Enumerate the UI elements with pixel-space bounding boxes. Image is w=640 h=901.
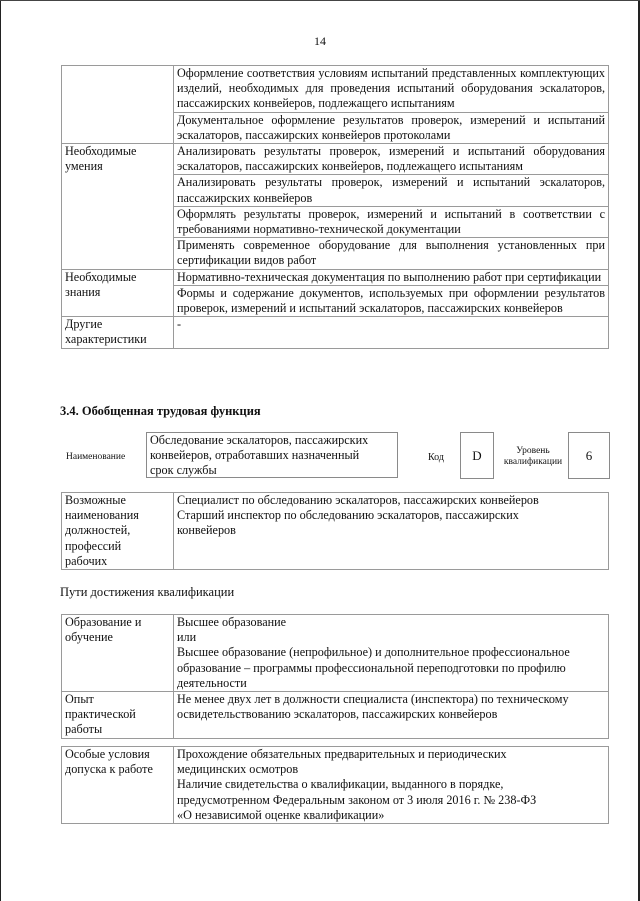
- table-row: [62, 747, 609, 824]
- row-label: [62, 66, 174, 144]
- label-line: практической: [65, 707, 136, 722]
- value-line: Специалист по обследованию эскалаторов, пассажирских конвейеров: [177, 493, 539, 507]
- level-label-line: квалификации: [503, 457, 563, 467]
- row-label-skills: Необходимые умения: [62, 144, 174, 270]
- function-name-line: Обследование эскалаторов, пассажирских: [150, 433, 369, 447]
- row-label-knowledge: Необходимые знания: [62, 269, 174, 317]
- function-name-box: [146, 432, 398, 478]
- value-line: Прохождение обязательных предварительных и периодических: [177, 747, 507, 761]
- name-label: Наименование: [66, 452, 126, 462]
- code-value-box: D: [460, 432, 494, 479]
- value-line: Высшее образование: [177, 615, 287, 629]
- table-cell: -: [174, 317, 609, 348]
- label-line: Особые условия: [65, 747, 150, 761]
- page-frame-left: [0, 0, 1, 901]
- positions-table: [61, 492, 609, 570]
- value-line: предусмотренном Федеральным законом от 3 июля 2016 г. № 238-ФЗ: [177, 792, 537, 807]
- row-label-other: Другие характеристики: [62, 317, 174, 348]
- table-row: [62, 269, 609, 285]
- table-row: [62, 144, 609, 175]
- qualification-table: [61, 614, 609, 739]
- admission-table: [61, 746, 609, 824]
- table-row: [62, 493, 609, 570]
- value-line: Не менее двух лет в должности специалиста (инспектора) по техническому: [177, 692, 569, 707]
- label-line: профессий: [65, 538, 122, 553]
- label-line: обучение: [65, 630, 113, 645]
- value-line: Высшее образование (непрофильное) и дополнительное профессиональное: [177, 645, 570, 660]
- experience-value: [174, 692, 609, 739]
- table-cell: Оформлять результаты проверок, измерений и испытаний в соответствии с требованиями нормативно-технической документации: [174, 206, 609, 237]
- education-label: [62, 615, 174, 692]
- table-cell: Формы и содержание документов, используемых при оформлении результатов проверок, измерений и испытаний эскалаторов, пассажирских конвейеров: [174, 285, 609, 316]
- table-row: [62, 692, 609, 739]
- value-line: освидетельствованию эскалаторов, пассажирских конвейеров: [177, 707, 498, 722]
- table-cell: Нормативно-техническая документация по выполнению работ при сертификации: [174, 269, 609, 285]
- section-title: 3.4. Обобщенная трудовая функция: [60, 404, 261, 418]
- label-line: допуска к работе: [65, 762, 153, 777]
- label-line: Возможные: [65, 493, 126, 507]
- value-line: деятельности: [177, 675, 247, 690]
- label-line: должностей,: [65, 523, 131, 538]
- table-cell: Анализировать результаты проверок, измерений и испытаний оборудования эскалаторов, пассажирских конвейеров, подлежащего испытаниям: [174, 144, 609, 175]
- value-line: «О независимой оценке квалификации»: [177, 807, 385, 822]
- label-line: наименования: [65, 508, 139, 523]
- admission-value: [174, 747, 609, 824]
- value-line: Наличие свидетельства о квалификации, выданного в порядке,: [177, 777, 504, 792]
- code-label: Код: [428, 452, 444, 463]
- label-line: работы: [65, 722, 103, 737]
- level-value-box: 6: [568, 432, 610, 479]
- level-label: [500, 446, 566, 468]
- value-line: медицинских осмотров: [177, 762, 299, 777]
- experience-label: [62, 692, 174, 739]
- table-cell: Анализировать результаты проверок, измерений и испытаний эскалаторов, пассажирских конвейеров: [174, 175, 609, 206]
- table-cell: Оформление соответствия условиям испытаний представленных комплектующих изделий, необходимых для проведения испытаний оборудования эскалаторов, пассажирских конвейеров, подлежащего испытаниям: [174, 66, 609, 113]
- function-name-line: срок службы: [150, 463, 217, 477]
- education-value: [174, 615, 609, 692]
- admission-label: [62, 747, 174, 824]
- function-name-line: конвейеров, отработавших назначенный: [150, 448, 360, 462]
- label-line: Образование и: [65, 615, 142, 629]
- positions-value: [174, 493, 609, 570]
- value-line: или: [177, 630, 197, 645]
- table-row: [62, 615, 609, 692]
- table-cell: Документальное оформление результатов проверок, измерений и испытаний эскалаторов, пассажирских конвейеров протоколами: [174, 112, 609, 143]
- label-line: Опыт: [65, 692, 94, 707]
- table-row: [62, 66, 609, 113]
- table-row: [62, 317, 609, 348]
- page-number: 14: [314, 34, 326, 48]
- positions-label: [62, 493, 174, 570]
- level-label-line: Уровень: [516, 446, 550, 456]
- value-line: Старший инспектор по обследованию эскалаторов, пассажирских: [177, 508, 519, 523]
- label-line: рабочих: [65, 553, 108, 568]
- table-cell: Применять современное оборудование для выполнения установленных при сертификации видов работ: [174, 238, 609, 269]
- skills-knowledge-table: [61, 65, 609, 349]
- value-line: конвейеров: [177, 523, 236, 538]
- value-line: образование – программы профессиональной переподготовки по профилю: [177, 660, 566, 675]
- paths-title: Пути достижения квалификации: [60, 585, 235, 599]
- page-frame-top: [0, 0, 640, 1]
